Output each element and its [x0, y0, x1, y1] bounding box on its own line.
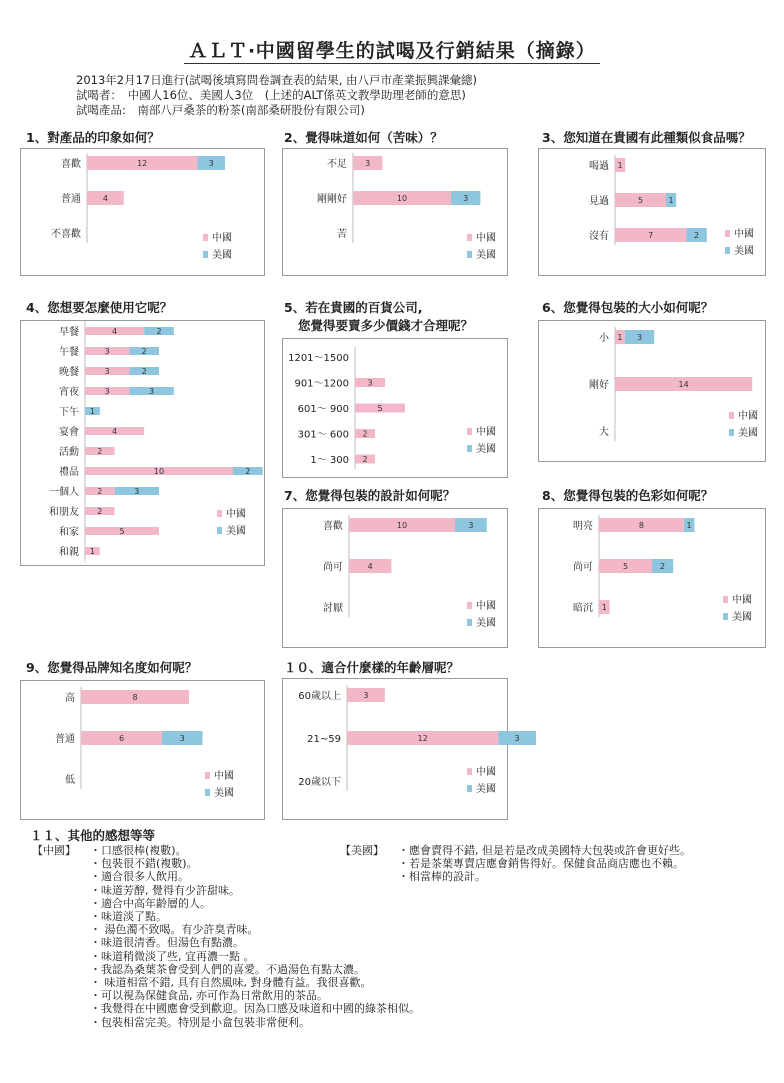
category-label: 大	[599, 427, 609, 438]
category-label: 明亮	[573, 521, 593, 532]
comment-indent	[32, 976, 90, 989]
bar-value-label: 3	[134, 487, 140, 496]
chart-q6	[538, 320, 766, 462]
comment-text: ・可以視為保健食品, 亦可作為日常飲用的茶品。	[90, 989, 328, 1003]
bar-value-label: 10	[396, 194, 408, 203]
comment-item	[32, 950, 420, 963]
comment-item	[32, 884, 420, 897]
bar-value-label: 3	[104, 367, 110, 376]
comment-indent	[32, 950, 90, 963]
bar-value-label: 3	[365, 159, 371, 168]
category-label: 高	[65, 693, 75, 704]
bar-value-label: 1	[601, 603, 607, 612]
participants-line: 試喝者： 中國人16位、美國人3位 (上述的ALT係英文教學助理老師的意思)	[76, 88, 466, 102]
legend-label-usa: 美國	[732, 612, 752, 623]
comment-item	[32, 936, 420, 949]
chart-q1-title: 1、對產品的印象如何？	[26, 130, 160, 145]
category-label: 晚餐	[59, 367, 79, 378]
chart-q10-title: １０、適合什麼樣的年齡層呢？	[284, 660, 460, 675]
category-label: 601～ 900	[297, 404, 349, 415]
comment-item	[340, 870, 691, 883]
comment-indent	[32, 910, 90, 923]
legend-swatch-china	[205, 772, 210, 779]
legend-label-china: 中國	[226, 509, 246, 520]
category-label: 一個人	[49, 487, 79, 498]
comment-text: ・適合中高年齡層的人。	[90, 896, 211, 910]
category-label: 下午	[59, 407, 79, 418]
legend-swatch-usa	[467, 445, 472, 452]
category-label: 不喜歡	[51, 229, 81, 240]
chart-q4-title: 4、您想要怎麼使用它呢？	[26, 300, 173, 315]
comment-text: ・應會賣得不錯, 但是若是改成美國特大包裝或許會更好些。	[398, 844, 691, 857]
legend-label-usa: 美國	[738, 428, 758, 439]
category-label: 午餐	[59, 347, 79, 358]
legend-label-usa: 美國	[476, 444, 496, 455]
bar-value-label: 2	[141, 347, 147, 356]
bar-value-label: 3	[514, 734, 520, 743]
legend-label-china: 中國	[476, 767, 496, 778]
comment-item	[32, 989, 420, 1002]
chart-q6-title: 6、您覺得包裝的大小如何呢？	[542, 300, 714, 315]
comment-item	[32, 963, 420, 976]
bar-value-label: 2	[362, 429, 368, 439]
category-label: 低	[65, 775, 75, 786]
chart-q5	[282, 338, 508, 478]
category-label: 宴會	[59, 427, 79, 438]
comment-item	[340, 844, 691, 857]
category-label: 20歲以下	[298, 777, 341, 788]
legend-swatch-china	[217, 510, 222, 517]
legend-label-usa: 美國	[476, 784, 496, 795]
comment-item	[32, 910, 420, 923]
chart-q5-plot	[283, 339, 507, 477]
comment-text: ・包裝很不錯(複數)。	[90, 857, 198, 871]
category-label: 苦	[337, 229, 347, 240]
chart-q8-title: 8、您覺得包裝的色彩如何呢？	[542, 488, 714, 503]
legend-swatch-china	[729, 412, 734, 419]
comment-text: ・口感很棒(複數)。	[90, 844, 187, 857]
comment-item	[32, 1016, 420, 1029]
legend-label-usa: 美國	[476, 618, 496, 629]
comment-indent	[32, 936, 90, 949]
bar-value-label: 12	[417, 734, 428, 743]
chart-q3	[538, 148, 766, 276]
bar-value-label: 4	[367, 562, 373, 571]
page-title: ＡＬＴ‧中國留學生的試喝及行銷結果（摘錄）	[0, 36, 784, 63]
bar-value-label: 2	[97, 487, 103, 496]
comment-indent	[32, 857, 90, 870]
chart-q3-title: 3、您知道在貴國有此種類似食品嗎？	[542, 130, 751, 145]
bar-value-label: 1	[686, 521, 692, 530]
comment-indent	[32, 870, 90, 883]
comments-usa	[340, 844, 691, 884]
bar-value-label: 2	[97, 447, 103, 456]
comment-text: ・相當棒的設計。	[398, 870, 486, 884]
bar-value-label: 3	[367, 378, 373, 388]
category-label: 尚可	[323, 562, 343, 573]
legend-swatch-china	[467, 234, 472, 241]
bar-value-label: 2	[97, 507, 103, 516]
bar-value-label: 1	[89, 407, 95, 416]
comment-text: ・若是茶葉專賣店應會銷售得好。保健食品商店應也不賴。	[398, 857, 684, 871]
bar-value-label: 3	[463, 194, 469, 203]
comment-item	[32, 923, 420, 936]
bar-value-label: 6	[118, 734, 125, 743]
category-label: 1～ 300	[310, 455, 349, 466]
legend-swatch-usa	[467, 785, 472, 792]
comment-item	[340, 857, 691, 870]
comment-item	[32, 976, 420, 989]
legend-label-china: 中國	[476, 233, 496, 244]
comment-indent	[32, 1016, 90, 1029]
bar-value-label: 10	[153, 467, 165, 476]
legend-label-china: 中國	[476, 427, 496, 438]
bar-value-label: 7	[648, 231, 654, 240]
category-label: 尚可	[573, 562, 593, 573]
bar-value-label: 3	[104, 347, 110, 356]
legend-swatch-usa	[205, 789, 210, 796]
legend-swatch-china	[203, 234, 208, 241]
bar-value-label: 3	[636, 333, 643, 342]
bar-value-label: 14	[678, 380, 689, 389]
chart-q7	[282, 508, 508, 648]
bar-value-label: 2	[694, 231, 700, 240]
comment-text: ・適合很多人飲用。	[90, 870, 189, 884]
chart-q5-subtitle: 您覺得要賣多少價錢才合理呢？	[298, 318, 474, 333]
comment-text: ・味道淡了點。	[90, 910, 167, 924]
comment-indent	[32, 1002, 90, 1015]
bar-value-label: 3	[363, 691, 369, 700]
legend-swatch-usa	[467, 251, 472, 258]
category-label: 剛剛好	[317, 194, 347, 205]
bar-value-label: 8	[638, 521, 644, 530]
chart-q1-plot	[21, 149, 264, 275]
comment-text: ・味道稍微淡了些, 宜再濃一點 。	[90, 949, 255, 963]
legend-swatch-usa	[723, 613, 728, 620]
comment-indent	[32, 923, 90, 936]
category-label: 活動	[59, 447, 79, 458]
legend-swatch-usa	[729, 429, 734, 436]
legend-label-china: 中國	[214, 771, 234, 782]
category-label: 21~59	[307, 734, 341, 745]
chart-q8-plot	[539, 509, 765, 647]
comment-text: ・包裝相當完美。特別是小盒包裝非常便利。	[90, 1015, 310, 1029]
category-label: 普通	[61, 194, 81, 205]
category-label: 60歲以上	[298, 691, 341, 702]
chart-q9-plot	[21, 681, 264, 819]
legend-label-china: 中國	[732, 595, 752, 606]
category-label: 1201～1500	[288, 353, 349, 364]
chart-q9-title: 9、您覺得品牌知名度如何呢？	[26, 660, 198, 675]
comment-indent	[32, 884, 90, 897]
chart-q4-plot	[21, 321, 264, 565]
comment-text: ・ 味道相當不錯, 具有自然風味, 對身體有益。我很喜歡。	[90, 976, 372, 990]
legend-label-china: 中國	[738, 411, 758, 422]
category-label: 小	[599, 333, 609, 344]
comment-indent	[32, 963, 90, 976]
bar-value-label: 4	[112, 327, 118, 336]
bar-value-label: 3	[149, 387, 155, 396]
chart-q8	[538, 508, 766, 648]
comments-title: １１、其他的感想等等	[30, 828, 156, 843]
category-label: 和親	[59, 547, 79, 558]
legend-label-usa: 美國	[214, 788, 234, 799]
chart-q2-title: 2、覺得味道如何（苦味）？	[284, 130, 443, 145]
legend-label-china: 中國	[476, 601, 496, 612]
legend-label-usa: 美國	[212, 250, 232, 261]
legend-swatch-usa	[467, 619, 472, 626]
chart-q10	[282, 678, 520, 820]
legend-swatch-usa	[217, 527, 222, 534]
chart-q2	[282, 148, 508, 276]
category-label: 普通	[55, 734, 75, 745]
bar-value-label: 12	[137, 159, 148, 168]
comment-text: ・味道很清香。但湯色有點濃。	[90, 936, 244, 950]
survey-date-line: 2013年2月17日進行(試喝後填寫問卷調查表的結果, 由八戸市產業振興課彙總)	[76, 73, 477, 87]
category-label: 禮品	[59, 467, 79, 478]
category-label: 早餐	[59, 327, 79, 338]
legend-swatch-usa	[203, 251, 208, 258]
comment-item	[32, 1002, 420, 1015]
legend-swatch-china	[725, 230, 730, 237]
comment-indent	[340, 870, 398, 883]
chart-q4	[20, 320, 265, 566]
legend-swatch-usa	[725, 247, 730, 254]
bar-value-label: 3	[104, 387, 110, 396]
bar-value-label: 1	[617, 333, 623, 342]
category-label: 見過	[589, 196, 609, 207]
chart-q7-plot	[283, 509, 507, 647]
comment-indent	[340, 857, 398, 870]
legend-label-china: 中國	[212, 233, 232, 244]
comment-indent	[32, 897, 90, 910]
chart-q10-plot	[283, 679, 520, 819]
bar-value-label: 8	[132, 693, 138, 702]
legend-label-usa: 美國	[226, 526, 246, 537]
bar-value-label: 2	[141, 367, 147, 376]
category-label: 喝過	[589, 161, 609, 172]
chart-q9	[20, 680, 265, 820]
bar-value-label: 3	[468, 521, 474, 530]
comment-group-label: 【中國】	[32, 844, 76, 857]
comment-text: ・ 湯色濁不致喝。有少許臭青味。	[90, 923, 259, 937]
category-label: 和朋友	[49, 507, 79, 518]
comment-group-label: 【美國】	[340, 844, 384, 857]
legend-label-usa: 美國	[476, 250, 496, 261]
category-label: 討厭	[323, 603, 343, 614]
bar-value-label: 5	[377, 404, 383, 413]
bar-value-label: 3	[179, 734, 185, 743]
chart-q5-title: 5、若在貴國的百貨公司,	[284, 300, 423, 315]
bar-value-label: 2	[156, 327, 162, 336]
bar-value-label: 2	[660, 562, 666, 571]
legend-label-usa: 美國	[734, 246, 754, 257]
category-label: 301～ 600	[297, 429, 349, 441]
comment-text: ・我認為桑葉茶會受到人們的喜愛。不過湯色有點太濃。	[90, 962, 365, 976]
category-label: 和家	[59, 527, 79, 538]
legend-swatch-china	[723, 596, 728, 603]
bar-value-label: 5	[637, 196, 644, 205]
category-label: 剛好	[589, 380, 609, 391]
legend-swatch-china	[467, 428, 472, 435]
bar-value-label: 10	[396, 521, 408, 530]
category-label: 不足	[327, 159, 347, 170]
legend-swatch-china	[467, 602, 472, 609]
category-label: 喜歡	[61, 159, 81, 170]
chart-q2-plot	[283, 149, 507, 275]
chart-q7-title: 7、您覺得包裝的設計如何呢？	[284, 488, 456, 503]
bar-value-label: 5	[622, 562, 629, 571]
bar-value-label: 1	[617, 161, 623, 170]
bar-value-label: 3	[208, 159, 214, 168]
bar-value-label: 5	[119, 527, 125, 536]
bar-value-label: 2	[245, 467, 251, 476]
bar-value-label: 2	[362, 455, 368, 464]
comment-item	[32, 897, 420, 910]
comment-text: ・我覺得在中國應會受到歡迎。因為口感及味道和中國的綠茶相似。	[90, 1002, 420, 1016]
chart-q3-plot	[539, 149, 765, 275]
bar-value-label: 4	[102, 194, 108, 203]
category-label: 暗沉	[573, 603, 593, 614]
comment-text: ・味道芳醇, 覺得有少許甜味。	[90, 883, 240, 897]
category-label: 宵夜	[59, 387, 79, 398]
comment-indent	[32, 989, 90, 1002]
legend-label-china: 中國	[734, 229, 754, 240]
chart-q1	[20, 148, 265, 276]
bar-value-label: 1	[668, 196, 674, 205]
category-label: 喜歡	[323, 521, 343, 532]
bar-value-label: 1	[89, 547, 95, 556]
category-label: 901～1200	[294, 378, 349, 390]
product-line: 試喝產品: 南部八戸桑茶的粉茶(南部桑研股份有限公司)	[76, 103, 365, 117]
legend-swatch-china	[467, 768, 472, 775]
chart-q6-plot	[539, 321, 765, 461]
bar-value-label: 4	[112, 427, 118, 436]
category-label: 沒有	[589, 231, 609, 242]
